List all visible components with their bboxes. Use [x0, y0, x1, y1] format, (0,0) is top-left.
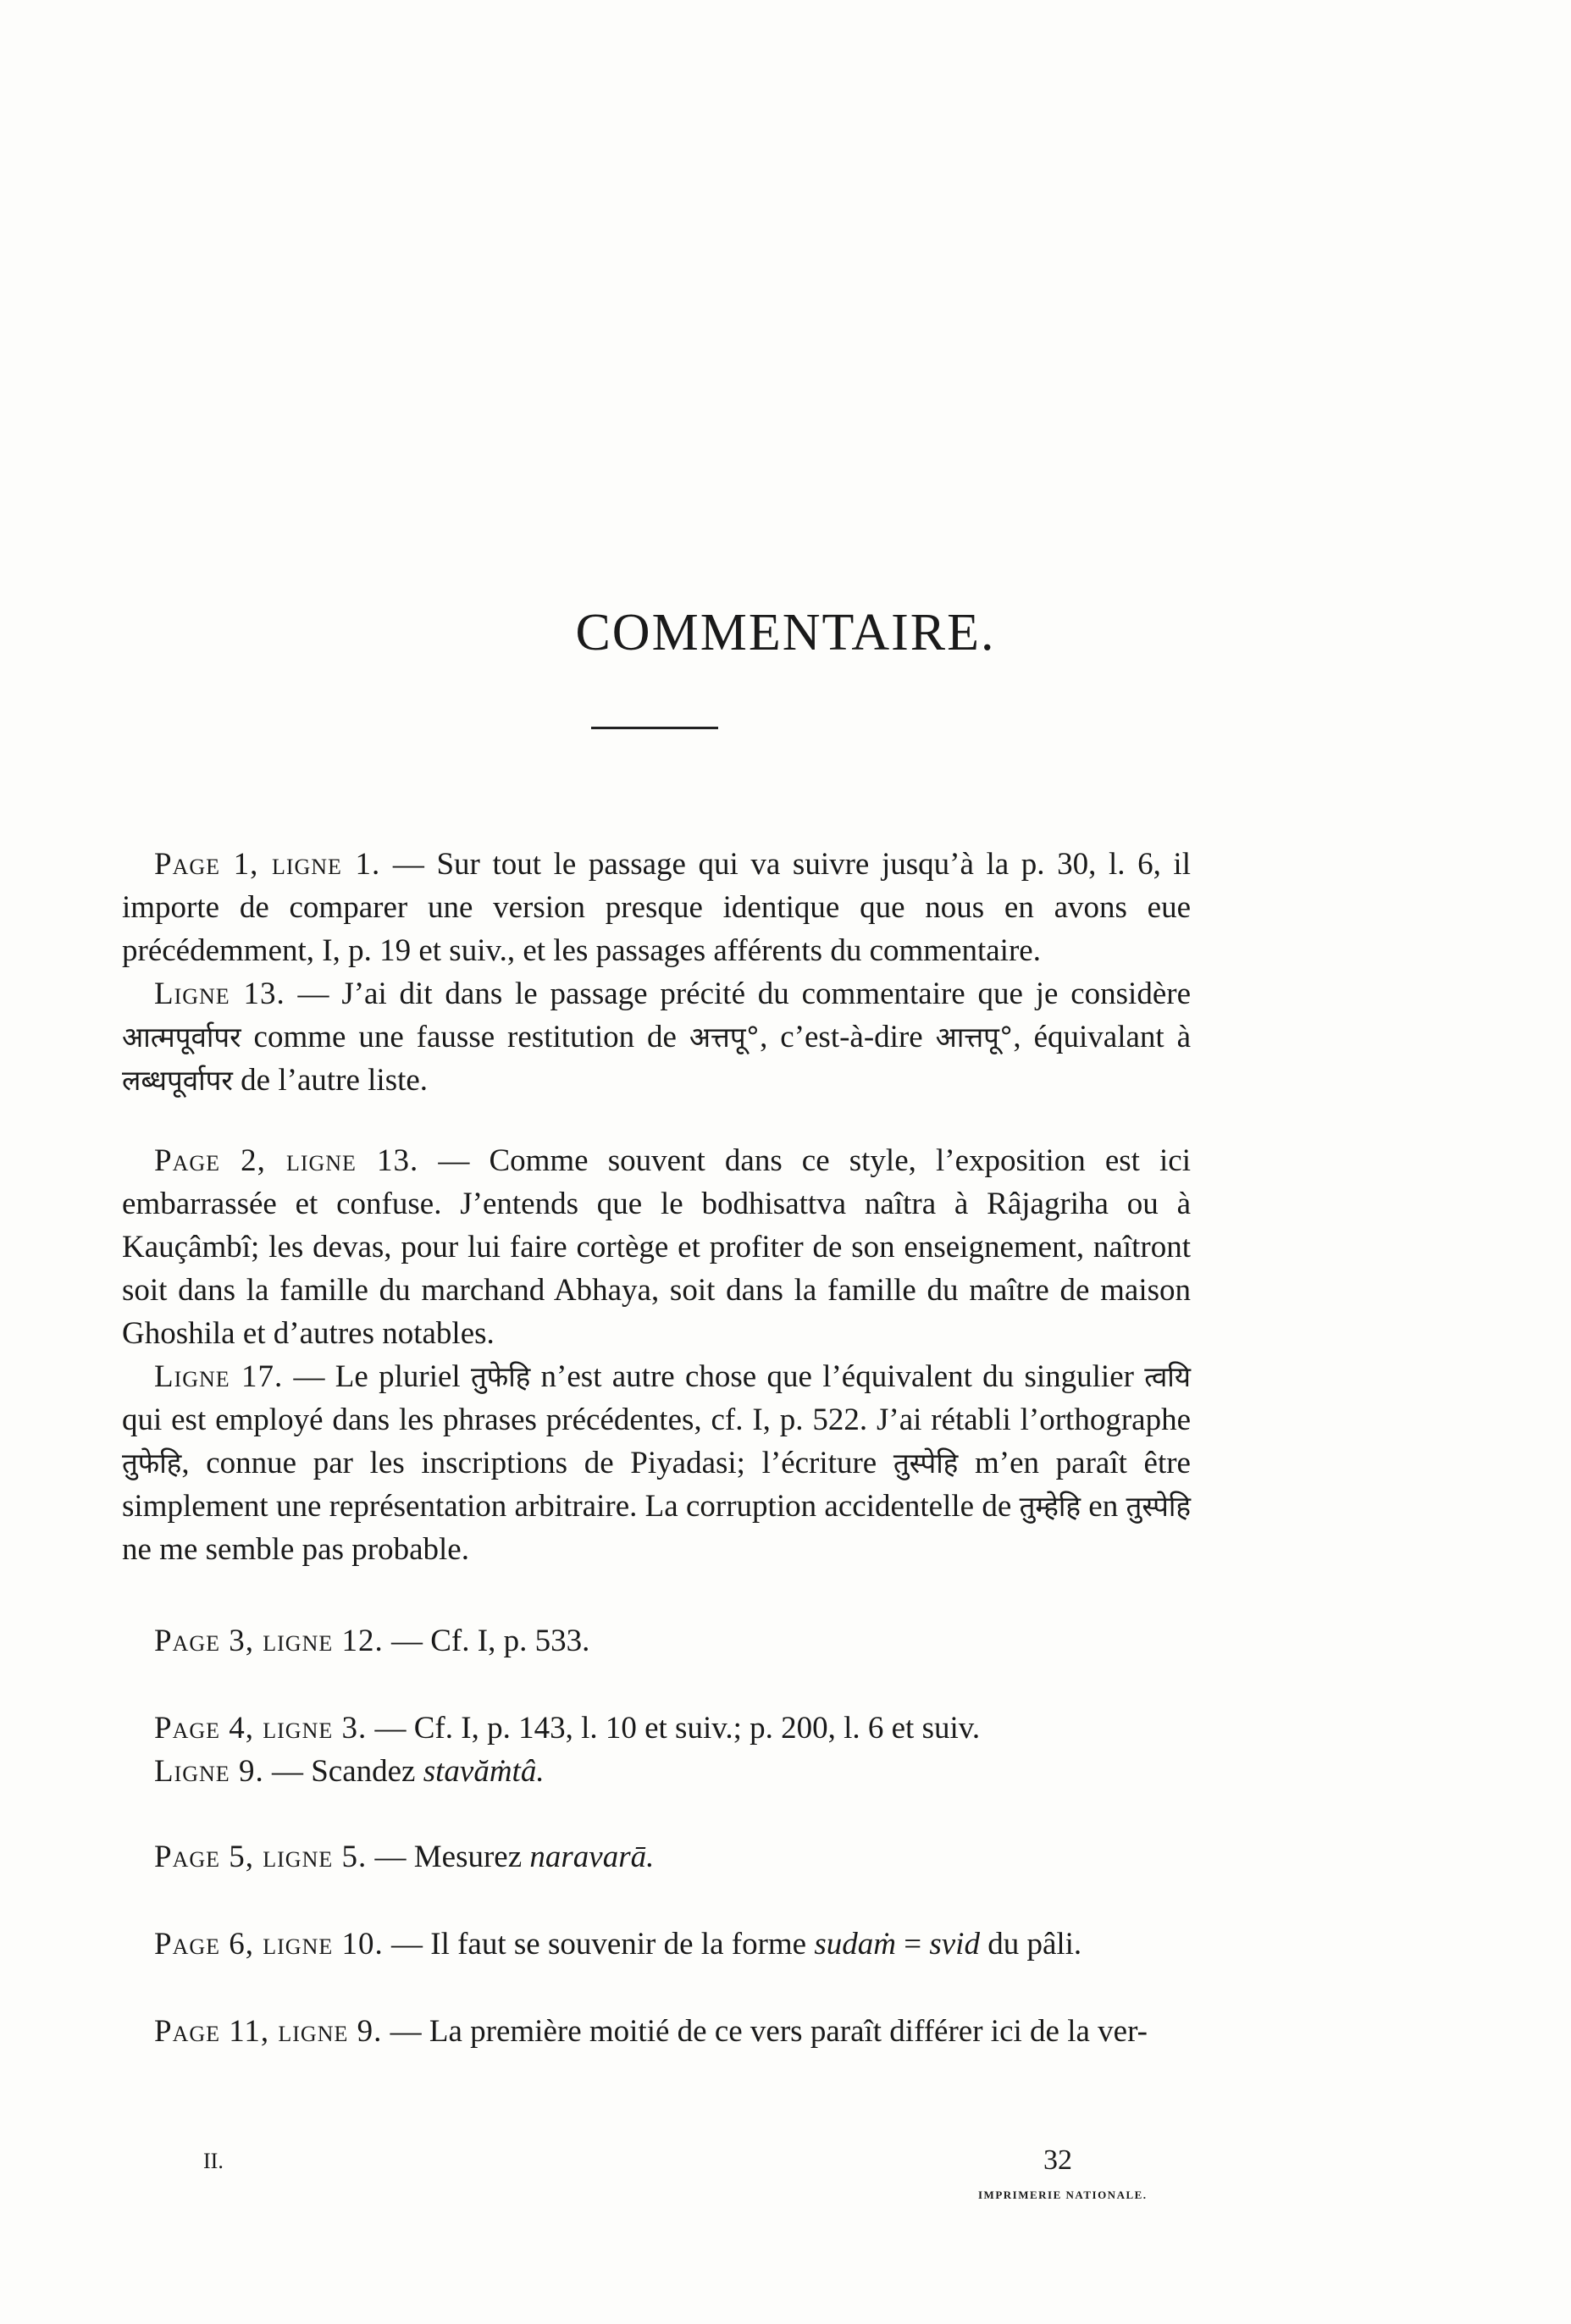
commentary-block-page-2	[122, 1139, 1191, 1571]
entry-text: , c’est-à-dire	[760, 1020, 936, 1054]
entry-label: Ligne 9.	[154, 1754, 264, 1789]
entry-text: — La première moitié de ce vers paraît différer ici de la ver-	[382, 2014, 1148, 2049]
page-title: COMMENTAIRE.	[575, 604, 996, 661]
entry-text: du pâli.	[979, 1927, 1082, 1962]
entry-text: comme une fausse restitution de	[241, 1020, 689, 1054]
commentary-entry-page-5	[154, 1835, 654, 1879]
entry-text: — Le pluriel	[283, 1359, 471, 1394]
italic-word: naravarā.	[529, 1840, 655, 1874]
entry-text: qui est employé dans les phrases précédentes, cf. I, p. 522. J’ai rétabli l’orthographe	[122, 1403, 1191, 1437]
entry-text: — Comme souvent dans ce style, l’exposition est ici embarrassée et confuse. J’entends que le bodhisattva naîtra à Râjagriha ou à Kauçâmbî; les devas, pour lui faire cortège et profiter de son enseignement, naîtront soit dans la famille du marchand Abhaya, soit dans la famille du maître de maison Ghoshila et d’autres notables.	[122, 1143, 1191, 1351]
printer-imprint: IMPRIMERIE NATIONALE.	[978, 2188, 1148, 2201]
entry-label: Page 11, ligne 9.	[154, 2014, 383, 2049]
entry-text: =	[895, 1927, 930, 1962]
devanagari-word: तुम्हेहि	[1019, 1490, 1081, 1523]
commentary-entry-page-6	[154, 1923, 1081, 1966]
entry-text: — Cf. I, p. 143, l. 10 et suiv.; p. 200, l. 6 et suiv.	[367, 1711, 981, 1746]
devanagari-word: आत्तपू°	[935, 1021, 1014, 1054]
entry-text: m’en paraît être simplement une représentation arbitraire. La corruption accidentelle de	[122, 1446, 1191, 1524]
page-number: 32	[1043, 2144, 1072, 2176]
entry-text: en	[1080, 1489, 1126, 1524]
entry-text: — Cf. I, p. 533.	[383, 1624, 590, 1658]
devanagari-word: लब्धपूर्वापर	[122, 1064, 233, 1097]
entry-text: ne me semble pas probable.	[122, 1532, 469, 1567]
entry-text: n’est autre chose que l’équivalent du singulier	[530, 1359, 1145, 1394]
entry-label: Page 4, ligne 3.	[154, 1711, 368, 1746]
devanagari-word: आत्मपूर्वापर	[122, 1021, 241, 1054]
entry-label: Ligne 13.	[154, 977, 285, 1011]
italic-word: sudaṁ	[814, 1927, 896, 1962]
entry-text: — J’ai dit dans le passage précité du commentaire que je considère	[285, 977, 1191, 1011]
entry-label: Page 2, ligne 13.	[154, 1143, 419, 1178]
commentary-block-page-1	[122, 843, 1191, 1102]
title-rule	[591, 727, 718, 729]
entry-text: — Scandez	[263, 1754, 423, 1789]
entry-text: , équivalant à	[1013, 1020, 1192, 1054]
entry-text: — Mesurez	[367, 1840, 530, 1874]
entry-text: de l’autre liste.	[232, 1063, 429, 1098]
commentary-entry-page-11	[154, 2010, 1148, 2053]
devanagari-word: तुफेहि	[122, 1447, 182, 1480]
entry-label: Page 6, ligne 10.	[154, 1927, 384, 1962]
entry-text: — Il faut se souvenir de la forme	[383, 1927, 815, 1962]
entry-label: Ligne 17.	[154, 1359, 284, 1394]
italic-word: stavăṁtâ.	[423, 1754, 545, 1789]
commentary-entry-page-3	[154, 1619, 589, 1663]
devanagari-word: तुस्पेहि	[893, 1447, 959, 1480]
entry-text: , connue par les inscriptions de Piyadasi; l’écriture	[181, 1446, 893, 1480]
devanagari-word: तुस्पेहि	[1126, 1490, 1191, 1523]
devanagari-word: त्वयि	[1144, 1360, 1191, 1393]
entry-label: Page 1, ligne 1.	[154, 847, 381, 882]
signature-mark: II.	[203, 2149, 224, 2173]
entry-text: — Sur tout le passage qui va suivre jusqu’à la p. 30, l. 6, il importe de comparer une version presque identique que nous en avons eue précédemment, I, p. 19 et suiv., et les passages afférents du commentaire.	[122, 847, 1191, 968]
entry-label: Page 5, ligne 5.	[154, 1840, 368, 1874]
commentary-entry	[122, 972, 1191, 1102]
devanagari-word: तुफेहि	[470, 1360, 531, 1393]
commentary-entry	[122, 843, 1191, 972]
entry-label: Page 3, ligne 12.	[154, 1624, 384, 1658]
commentary-entry	[122, 1139, 1191, 1355]
italic-word: svid	[929, 1927, 980, 1962]
commentary-entry-page-4	[154, 1707, 980, 1750]
commentary-entry	[122, 1355, 1191, 1571]
commentary-entry-page-4-line-9	[154, 1750, 545, 1793]
devanagari-word: अत्तपू°	[689, 1021, 761, 1054]
